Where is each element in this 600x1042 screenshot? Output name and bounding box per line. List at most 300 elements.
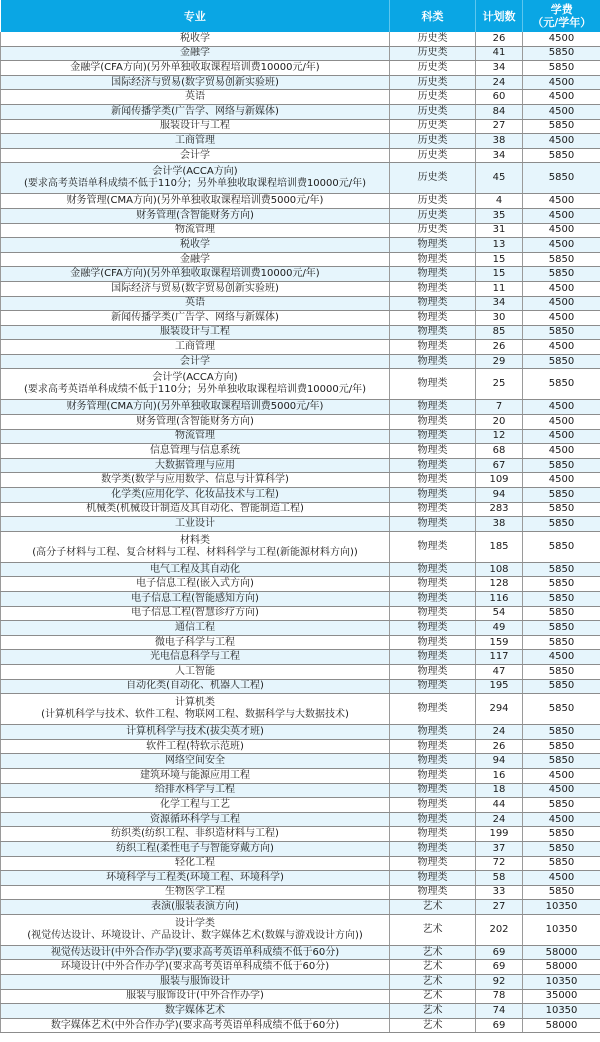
cell-major xyxy=(1,267,390,282)
major-note: (要求高考英语单科成绩不低于110分；另外单独收取课程培训费10000元/年) xyxy=(23,178,367,190)
major-name: 设计学类 xyxy=(175,917,215,929)
cell-category: 物理类 xyxy=(390,827,476,842)
table-row xyxy=(1,208,600,223)
cell-category: 物理类 xyxy=(390,725,476,740)
cell-category: 物理类 xyxy=(390,812,476,827)
cell-fee: 5850 xyxy=(523,679,600,694)
major-name: 财务管理(含智能财务方向) xyxy=(136,209,254,221)
cell-category: 物理类 xyxy=(390,679,476,694)
major-name: 英语 xyxy=(185,91,205,103)
cell-category: 物理类 xyxy=(390,473,476,488)
cell-major xyxy=(1,606,390,621)
table-row xyxy=(1,104,600,119)
cell-fee: 4500 xyxy=(523,32,600,46)
cell-plan: 27 xyxy=(476,119,523,134)
major-name: 工商管理 xyxy=(175,341,215,353)
cell-category: 物理类 xyxy=(390,429,476,444)
cell-plan: 30 xyxy=(476,311,523,326)
cell-plan: 34 xyxy=(476,61,523,76)
cell-category: 艺术 xyxy=(390,975,476,990)
cell-category: 历史类 xyxy=(390,61,476,76)
cell-category: 物理类 xyxy=(390,325,476,340)
major-name: 服装设计与工程 xyxy=(160,120,230,132)
table-row xyxy=(1,841,600,856)
major-name: 电子信息工程(智慧诊疗方向) xyxy=(131,607,259,619)
major-name: 机械类(机械设计制造及其自动化、智能制造工程) xyxy=(86,503,304,515)
major-name: 网络空间安全 xyxy=(165,755,225,767)
cell-plan: 109 xyxy=(476,473,523,488)
cell-major xyxy=(1,960,390,975)
cell-fee: 5850 xyxy=(523,827,600,842)
cell-major xyxy=(1,577,390,592)
cell-category: 艺术 xyxy=(390,1004,476,1019)
major-name: 光电信息科学与工程 xyxy=(150,651,240,663)
cell-fee: 58000 xyxy=(523,1018,600,1033)
table-header-row xyxy=(1,0,600,32)
table-row xyxy=(1,812,600,827)
cell-category: 物理类 xyxy=(390,798,476,813)
cell-plan: 185 xyxy=(476,531,523,562)
cell-category: 物理类 xyxy=(390,415,476,430)
cell-fee: 10350 xyxy=(523,1004,600,1019)
cell-major xyxy=(1,812,390,827)
cell-fee: 5850 xyxy=(523,841,600,856)
cell-major xyxy=(1,473,390,488)
table-row xyxy=(1,252,600,267)
cell-major xyxy=(1,61,390,76)
major-name: 新闻传播学类(广告学、网络与新媒体) xyxy=(111,105,279,117)
table-row xyxy=(1,415,600,430)
major-name: 财务管理(CMA方向)(另外单独收取课程培训费5000元/年) xyxy=(66,401,324,413)
cell-plan: 33 xyxy=(476,885,523,900)
cell-fee: 4500 xyxy=(523,311,600,326)
cell-major xyxy=(1,223,390,238)
cell-plan: 12 xyxy=(476,429,523,444)
major-name: 会计学(ACCA方向) xyxy=(152,166,238,178)
cell-fee: 5850 xyxy=(523,252,600,267)
cell-major xyxy=(1,415,390,430)
cell-category: 物理类 xyxy=(390,885,476,900)
major-name: 建筑环境与能源应用工程 xyxy=(140,769,250,781)
table-row xyxy=(1,577,600,592)
major-name: 财务管理(CMA方向)(另外单独收取课程培训费5000元/年) xyxy=(66,195,324,207)
cell-major xyxy=(1,885,390,900)
cell-major xyxy=(1,989,390,1004)
table-row xyxy=(1,502,600,517)
major-name: 大数据管理与应用 xyxy=(155,459,235,471)
major-name: 给排水科学与工程 xyxy=(155,784,235,796)
cell-category: 物理类 xyxy=(390,444,476,459)
major-name: 信息管理与信息系统 xyxy=(150,445,240,457)
cell-plan: 24 xyxy=(476,725,523,740)
cell-major xyxy=(1,340,390,355)
cell-fee: 4500 xyxy=(523,812,600,827)
table-row xyxy=(1,194,600,209)
major-name: 计算机类 xyxy=(175,697,215,709)
cell-fee: 5850 xyxy=(523,119,600,134)
cell-plan: 294 xyxy=(476,694,523,725)
cell-major xyxy=(1,429,390,444)
cell-category: 物理类 xyxy=(390,592,476,607)
cell-category: 物理类 xyxy=(390,369,476,400)
cell-fee: 4500 xyxy=(523,134,600,149)
cell-major xyxy=(1,1004,390,1019)
cell-major xyxy=(1,444,390,459)
cell-major xyxy=(1,1018,390,1033)
cell-category: 艺术 xyxy=(390,945,476,960)
cell-plan: 78 xyxy=(476,989,523,1004)
cell-category: 物理类 xyxy=(390,739,476,754)
major-name: 材料类 xyxy=(180,534,210,546)
table-row xyxy=(1,679,600,694)
cell-category: 艺术 xyxy=(390,1018,476,1033)
table-row xyxy=(1,61,600,76)
table-row xyxy=(1,32,600,46)
cell-fee: 10350 xyxy=(523,900,600,915)
cell-plan: 35 xyxy=(476,208,523,223)
table-row xyxy=(1,592,600,607)
cell-category: 物理类 xyxy=(390,296,476,311)
major-name: 环境设计(中外合作办学)(要求高考英语单科成绩不低于60分) xyxy=(60,961,330,973)
cell-plan: 26 xyxy=(476,32,523,46)
cell-major xyxy=(1,238,390,253)
cell-category: 物理类 xyxy=(390,754,476,769)
cell-major xyxy=(1,827,390,842)
major-name: 新闻传播学类(广告学、网络与新媒体) xyxy=(111,311,279,323)
cell-major xyxy=(1,194,390,209)
cell-plan: 31 xyxy=(476,223,523,238)
table-row xyxy=(1,856,600,871)
cell-major xyxy=(1,694,390,725)
cell-category: 历史类 xyxy=(390,208,476,223)
cell-major xyxy=(1,104,390,119)
cell-fee: 4500 xyxy=(523,783,600,798)
cell-category: 物理类 xyxy=(390,768,476,783)
cell-plan: 116 xyxy=(476,592,523,607)
cell-plan: 60 xyxy=(476,90,523,105)
cell-category: 历史类 xyxy=(390,46,476,61)
cell-major xyxy=(1,871,390,886)
major-note: (要求高考英语单科成绩不低于110分；另外单独收取课程培训费10000元/年) xyxy=(23,384,367,396)
cell-category: 物理类 xyxy=(390,606,476,621)
cell-category: 物理类 xyxy=(390,650,476,665)
cell-fee: 5850 xyxy=(523,577,600,592)
cell-category: 物理类 xyxy=(390,281,476,296)
cell-fee: 5850 xyxy=(523,885,600,900)
table-row xyxy=(1,429,600,444)
major-name: 英语 xyxy=(185,297,205,309)
table-row xyxy=(1,664,600,679)
cell-category: 历史类 xyxy=(390,90,476,105)
cell-fee: 4500 xyxy=(523,871,600,886)
major-name: 微电子科学与工程 xyxy=(155,636,235,648)
cell-plan: 41 xyxy=(476,46,523,61)
cell-category: 物理类 xyxy=(390,354,476,369)
cell-plan: 15 xyxy=(476,252,523,267)
table-row xyxy=(1,517,600,532)
cell-plan: 18 xyxy=(476,783,523,798)
major-name: 数字媒体艺术 xyxy=(165,1005,225,1017)
cell-major xyxy=(1,296,390,311)
cell-fee: 4500 xyxy=(523,238,600,253)
cell-fee: 4500 xyxy=(523,194,600,209)
cell-major xyxy=(1,119,390,134)
cell-category: 物理类 xyxy=(390,621,476,636)
table-row xyxy=(1,148,600,163)
table-row xyxy=(1,900,600,915)
table-row xyxy=(1,739,600,754)
cell-fee: 5850 xyxy=(523,664,600,679)
major-name: 金融学(CFA方向)(另外单独收取课程培训费10000元/年) xyxy=(70,61,320,73)
cell-major xyxy=(1,739,390,754)
cell-fee: 5850 xyxy=(523,592,600,607)
table-row xyxy=(1,163,600,194)
major-name: 工商管理 xyxy=(175,134,215,146)
cell-plan: 26 xyxy=(476,340,523,355)
cell-major xyxy=(1,635,390,650)
major-name: 服装与服饰设计 xyxy=(160,975,230,987)
cell-fee: 5850 xyxy=(523,635,600,650)
header-category: 科类 xyxy=(390,0,476,32)
cell-major xyxy=(1,900,390,915)
cell-major xyxy=(1,163,390,194)
cell-major xyxy=(1,798,390,813)
major-name: 电气工程及其自动化 xyxy=(150,563,240,575)
cell-plan: 195 xyxy=(476,679,523,694)
major-name: 数学类(数学与应用数学、信息与计算科学) xyxy=(101,474,289,486)
cell-major xyxy=(1,325,390,340)
table-row xyxy=(1,725,600,740)
cell-fee: 5850 xyxy=(523,46,600,61)
cell-fee: 5850 xyxy=(523,163,600,194)
cell-fee: 4500 xyxy=(523,75,600,90)
major-name: 会计学(ACCA方向) xyxy=(152,372,238,384)
major-name: 电子信息工程(智能感知方向) xyxy=(131,592,259,604)
cell-category: 物理类 xyxy=(390,577,476,592)
cell-fee: 5850 xyxy=(523,502,600,517)
major-name: 税收学 xyxy=(180,238,210,250)
major-name: 金融学 xyxy=(180,47,210,59)
cell-fee: 4500 xyxy=(523,415,600,430)
cell-fee: 4500 xyxy=(523,104,600,119)
cell-plan: 29 xyxy=(476,354,523,369)
table-row xyxy=(1,1004,600,1019)
major-name: 环境科学与工程类(环境工程、环境科学) xyxy=(106,871,284,883)
cell-fee: 5850 xyxy=(523,606,600,621)
major-note: (高分子材料与工程、复合材料与工程、材料科学与工程(新能源材料方向)) xyxy=(32,546,358,558)
cell-plan: 7 xyxy=(476,400,523,415)
cell-major xyxy=(1,754,390,769)
major-name: 国际经济与贸易(数字贸易创新实验班) xyxy=(111,282,279,294)
cell-category: 历史类 xyxy=(390,75,476,90)
table-row xyxy=(1,606,600,621)
cell-major xyxy=(1,945,390,960)
cell-plan: 72 xyxy=(476,856,523,871)
cell-major xyxy=(1,488,390,503)
major-name: 资源循环科学与工程 xyxy=(150,813,240,825)
table-row xyxy=(1,783,600,798)
cell-plan: 11 xyxy=(476,281,523,296)
cell-major xyxy=(1,914,390,945)
cell-fee: 5850 xyxy=(523,369,600,400)
cell-category: 物理类 xyxy=(390,871,476,886)
cell-category: 物理类 xyxy=(390,340,476,355)
cell-major xyxy=(1,311,390,326)
cell-category: 艺术 xyxy=(390,960,476,975)
cell-plan: 283 xyxy=(476,502,523,517)
cell-major xyxy=(1,354,390,369)
cell-major xyxy=(1,90,390,105)
cell-major xyxy=(1,400,390,415)
header-plan: 计划数 xyxy=(476,0,523,32)
cell-fee: 10350 xyxy=(523,975,600,990)
cell-fee: 58000 xyxy=(523,960,600,975)
table-row xyxy=(1,223,600,238)
cell-category: 物理类 xyxy=(390,562,476,577)
cell-fee: 5850 xyxy=(523,694,600,725)
major-name: 计算机科学与技术(拔尖英才班) xyxy=(126,725,264,737)
table-row xyxy=(1,798,600,813)
cell-major xyxy=(1,856,390,871)
cell-plan: 38 xyxy=(476,517,523,532)
cell-category: 物理类 xyxy=(390,783,476,798)
table-row xyxy=(1,827,600,842)
cell-plan: 37 xyxy=(476,841,523,856)
cell-plan: 27 xyxy=(476,900,523,915)
cell-plan: 47 xyxy=(476,664,523,679)
major-name: 电子信息工程(嵌入式方向) xyxy=(136,578,254,590)
cell-plan: 108 xyxy=(476,562,523,577)
cell-category: 物理类 xyxy=(390,531,476,562)
major-name: 人工智能 xyxy=(175,665,215,677)
table-row xyxy=(1,311,600,326)
cell-category: 物理类 xyxy=(390,267,476,282)
cell-major xyxy=(1,768,390,783)
cell-category: 物理类 xyxy=(390,311,476,326)
cell-category: 物理类 xyxy=(390,841,476,856)
cell-major xyxy=(1,592,390,607)
cell-fee: 58000 xyxy=(523,945,600,960)
cell-plan: 202 xyxy=(476,914,523,945)
table-row xyxy=(1,46,600,61)
cell-major xyxy=(1,725,390,740)
cell-major xyxy=(1,531,390,562)
cell-major xyxy=(1,621,390,636)
cell-plan: 24 xyxy=(476,75,523,90)
major-note: (计算机科学与技术、软件工程、物联网工程、数据科学与大数据技术) xyxy=(41,709,349,721)
cell-category: 历史类 xyxy=(390,32,476,46)
cell-category: 艺术 xyxy=(390,989,476,1004)
cell-category: 历史类 xyxy=(390,148,476,163)
major-name: 纺织工程(柔性电子与智能穿戴方向) xyxy=(116,842,274,854)
cell-category: 物理类 xyxy=(390,635,476,650)
cell-plan: 67 xyxy=(476,458,523,473)
cell-category: 历史类 xyxy=(390,194,476,209)
cell-plan: 15 xyxy=(476,267,523,282)
cell-fee: 5850 xyxy=(523,354,600,369)
cell-fee: 5850 xyxy=(523,458,600,473)
table-row xyxy=(1,296,600,311)
cell-fee: 5850 xyxy=(523,325,600,340)
cell-major xyxy=(1,281,390,296)
cell-category: 历史类 xyxy=(390,223,476,238)
table-row xyxy=(1,885,600,900)
cell-category: 物理类 xyxy=(390,517,476,532)
table-row xyxy=(1,75,600,90)
cell-major xyxy=(1,208,390,223)
cell-major xyxy=(1,664,390,679)
table-row xyxy=(1,267,600,282)
cell-plan: 58 xyxy=(476,871,523,886)
header-fee-line2: （元/学年） xyxy=(532,16,592,29)
cell-fee: 4500 xyxy=(523,296,600,311)
cell-category: 历史类 xyxy=(390,119,476,134)
major-name: 物流管理 xyxy=(175,430,215,442)
cell-fee: 4500 xyxy=(523,208,600,223)
cell-plan: 54 xyxy=(476,606,523,621)
table-row xyxy=(1,238,600,253)
major-name: 会计学 xyxy=(180,149,210,161)
cell-plan: 24 xyxy=(476,812,523,827)
cell-plan: 85 xyxy=(476,325,523,340)
major-name: 工业设计 xyxy=(175,518,215,530)
major-name: 轻化工程 xyxy=(175,857,215,869)
cell-plan: 25 xyxy=(476,369,523,400)
major-note: (视觉传达设计、环境设计、产品设计、数字媒体艺术(数媒与游戏设计方向)) xyxy=(27,929,363,941)
major-name: 生物医学工程 xyxy=(165,886,225,898)
table-row xyxy=(1,975,600,990)
major-name: 会计学 xyxy=(180,355,210,367)
cell-fee: 4500 xyxy=(523,90,600,105)
cell-fee: 4500 xyxy=(523,473,600,488)
cell-plan: 92 xyxy=(476,975,523,990)
cell-major xyxy=(1,32,390,46)
cell-fee: 5850 xyxy=(523,621,600,636)
table-row xyxy=(1,473,600,488)
cell-category: 历史类 xyxy=(390,104,476,119)
table-row xyxy=(1,1018,600,1033)
cell-category: 物理类 xyxy=(390,238,476,253)
cell-fee: 5850 xyxy=(523,148,600,163)
cell-major xyxy=(1,783,390,798)
table-row xyxy=(1,119,600,134)
major-name: 服装与服饰设计(中外合作办学) xyxy=(126,990,264,1002)
cell-fee: 4500 xyxy=(523,650,600,665)
table-row xyxy=(1,635,600,650)
table-row xyxy=(1,90,600,105)
cell-fee: 4500 xyxy=(523,444,600,459)
table-row xyxy=(1,768,600,783)
cell-major xyxy=(1,975,390,990)
major-name: 视觉传达设计(中外合作办学)(要求高考英语单科成绩不低于60分) xyxy=(50,946,340,958)
cell-major xyxy=(1,369,390,400)
cell-category: 艺术 xyxy=(390,900,476,915)
cell-fee: 4500 xyxy=(523,768,600,783)
table-body xyxy=(1,32,600,1033)
table-row xyxy=(1,134,600,149)
table-row xyxy=(1,914,600,945)
cell-fee: 5850 xyxy=(523,517,600,532)
header-fee-line1: 学费 xyxy=(550,3,573,16)
cell-plan: 69 xyxy=(476,945,523,960)
cell-plan: 49 xyxy=(476,621,523,636)
table-row xyxy=(1,354,600,369)
major-name: 纺织类(纺织工程、非织造材料与工程) xyxy=(111,828,279,840)
cell-major xyxy=(1,134,390,149)
table-row xyxy=(1,989,600,1004)
cell-plan: 159 xyxy=(476,635,523,650)
cell-plan: 94 xyxy=(476,488,523,503)
